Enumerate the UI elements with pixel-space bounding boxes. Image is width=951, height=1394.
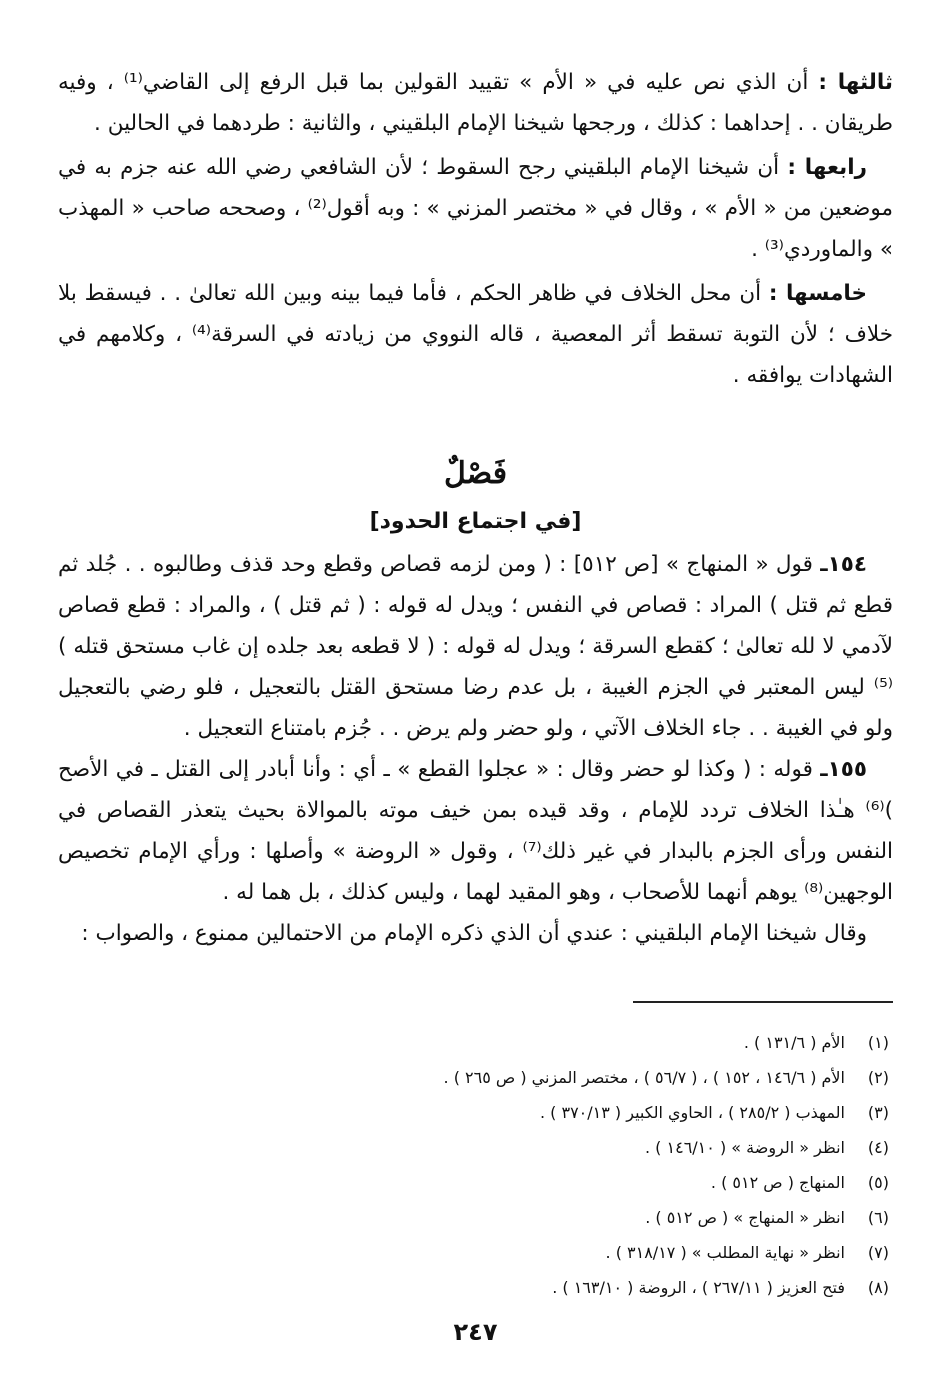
main-text-upper xyxy=(58,62,893,399)
paragraph-number: ١٥٤ـ xyxy=(820,552,867,577)
page-number: ٢٤٧ xyxy=(453,1318,498,1346)
footnote-number: (٥) xyxy=(867,1173,889,1192)
footnote-text: الأم ( ١٣١/٦ ) . xyxy=(743,1033,845,1052)
paragraph-lead: خامسها : xyxy=(768,281,867,306)
footnote xyxy=(200,1130,889,1165)
footnote xyxy=(200,1165,889,1200)
footnote-text: انظر « الروضة » ( ١٤٦/١٠ ) . xyxy=(645,1138,845,1157)
main-text-lower xyxy=(58,544,893,954)
footnote-separator xyxy=(633,1001,893,1003)
footnote-number: (٨) xyxy=(867,1278,889,1297)
paragraph-lead: ثالثها : xyxy=(818,70,893,95)
paragraph-text: وقال شيخنا الإمام البلقيني : عندي أن الذي ذكره الإمام من الاحتمالين ممنوع ، والصواب : xyxy=(81,921,867,946)
footnote-text: فتح العزيز ( ٢٦٧/١١ ) ، الروضة ( ١٦٣/١٠ ) . xyxy=(552,1278,845,1297)
paragraph xyxy=(58,273,893,396)
footnote-number: (٧) xyxy=(867,1243,889,1262)
footnote-text: المهذب ( ٢٨٥/٢ ) ، الحاوي الكبير ( ٣٧٠/١٣ ) . xyxy=(539,1103,845,1122)
footnote xyxy=(200,1235,889,1270)
paragraph xyxy=(58,544,893,749)
footnote-number: (٦) xyxy=(867,1208,889,1227)
paragraph xyxy=(58,749,893,913)
footnote-text: الأم ( ١٤٦/٦ ، ١٥٢ ) ، ( ٥٦/٧ ) ، مختصر المزني ( ص ٢٦٥ ) . xyxy=(443,1068,845,1087)
footnote xyxy=(200,1200,889,1235)
paragraph-text: قول « المنهاج » [ص ٥١٢] : ( ومن لزمه قصاص وقطع وحد قذف وطالبوه . . جُلد ثم قطع ثم قتل ) المراد : قصاص في النفس ؛ ويدل له قوله : ( ثم قتل ) ، والمراد : قطع قصاص لآدمي لا لله تعالىٰ ؛ كقطع السرقة ؛ ويدل له قوله : ( لا قطعه بعد جلده إن غاب مستحق قتله )⁽⁵⁾ ليس المعتبر في الجزم الغيبة ، بل عدم رضا مستحق القتل بالتعجيل ، فلو رضي بالتعجيل ولو في الغيبة . . جاء الخلاف الآتي ، ولو حضر ولم يرض . . جُزم بامتناع التعجيل . xyxy=(58,552,893,741)
paragraph xyxy=(58,62,893,144)
footnote-number: (٤) xyxy=(867,1138,889,1157)
footnotes xyxy=(200,1025,889,1305)
paragraph-number: ١٥٥ـ xyxy=(820,757,867,782)
paragraph xyxy=(58,147,893,270)
paragraph-text: قوله : ( وكذا لو حضر وقال : « عجلوا القطع » ـ أي : وأنا أبادر إلى القتل ـ في الأصح )⁽⁶⁾ هـٰذا الخلاف تردد للإمام ، وقد قيده بمن خيف موته بالموالاة بحيث يتعذر القصاص في النفس ورأى الجزم بالبدار في غير ذلك⁽⁷⁾ ، وقول « الروضة » وأصلها : ورأي الإمام تخصيص الوجهين⁽⁸⁾ يوهم أنهما للأصحاب ، وهو المقيد لهما ، وليس كذلك ، بل هما له . xyxy=(58,757,893,905)
section-title: [في اجتماع الحدود] xyxy=(369,509,582,534)
footnote xyxy=(200,1025,889,1060)
paragraph-lead: رابعها : xyxy=(787,155,867,180)
section-emblem: فَصْلٌ xyxy=(443,456,508,491)
footnote-text: المنهاج ( ص ٥١٢ ) . xyxy=(710,1173,845,1192)
footnote-number: (٢) xyxy=(867,1068,889,1087)
footnote-text: انظر « المنهاج » ( ص ٥١٢ ) . xyxy=(645,1208,845,1227)
footnote-text: انظر « نهاية المطلب » ( ٣١٨/١٧ ) . xyxy=(605,1243,845,1262)
footnote xyxy=(200,1270,889,1305)
paragraph-text: أن الذي نص عليه في « الأم » تقييد القولين بما قبل الرفع إلى القاضي⁽¹⁾ ، وفيه طريقان . . إحداهما : كذلك ، ورجحها شيخنا الإمام البلقيني ، والثانية : طردهما في الحالين . xyxy=(58,70,893,136)
footnote-number: (٣) xyxy=(867,1103,889,1122)
paragraph-text: أن شيخنا الإمام البلقيني رجح السقوط ؛ لأن الشافعي رضي الله عنه جزم به في موضعين من « الأم » ، وقال في « مختصر المزني » : وبه أقول⁽²⁾ ، وصححه صاحب « المهذب » والماوردي⁽³⁾ . xyxy=(58,155,893,262)
footnote xyxy=(200,1095,889,1130)
paragraph-text: أن محل الخلاف في ظاهر الحكم ، فأما فيما بينه وبين الله تعالىٰ . . فيسقط بلا خلاف ؛ لأن التوبة تسقط أثر المعصية ، قاله النووي من زيادته في السرقة⁽⁴⁾ ، وكلامهم في الشهادات يوافقه . xyxy=(58,281,893,388)
footnote xyxy=(200,1060,889,1095)
paragraph xyxy=(58,913,893,954)
footnote-number: (١) xyxy=(867,1033,889,1052)
